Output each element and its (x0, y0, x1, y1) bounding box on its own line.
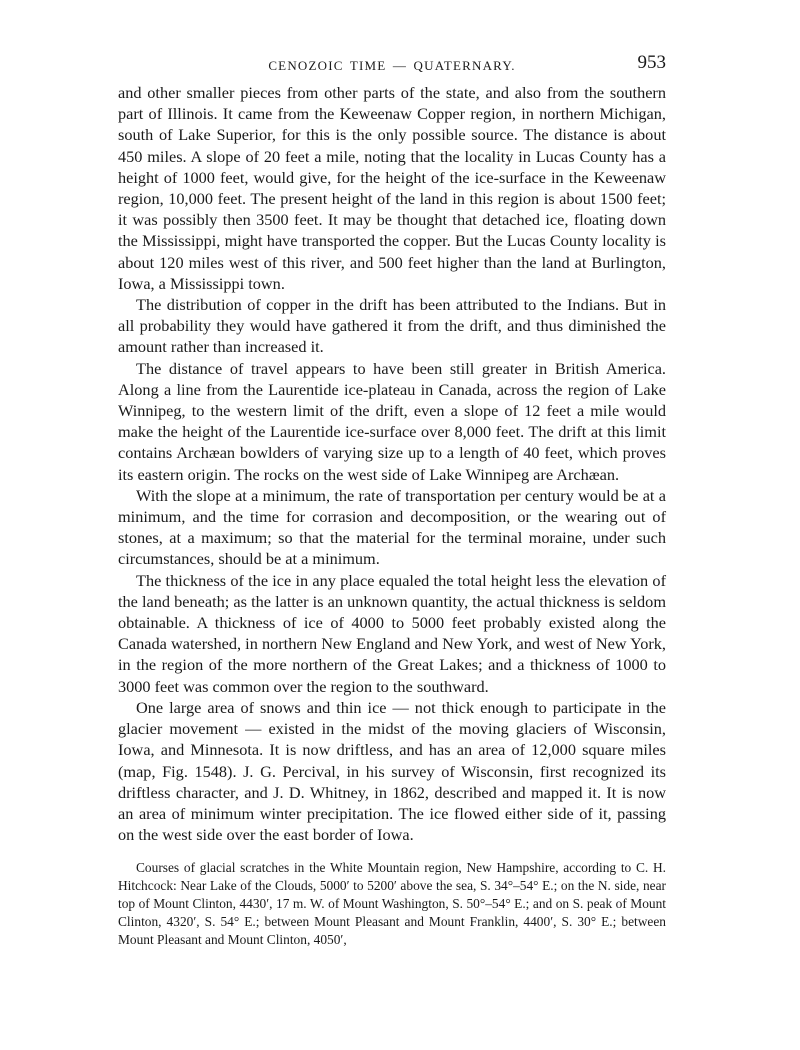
book-page (118, 52, 666, 948)
footnote (118, 859, 666, 948)
body-text (118, 82, 666, 845)
footnote-text: Courses of glacial scratches in the White Mountain region, New Hampshire, according to C. H. Hitchcock: Near Lake of the Clouds, 5000′ to 5200′ above the sea, S. 34°–54° E.; on the N. side, near top of Mount Clinton, 4430′, 17 m. W. of Mount Washington, S. 50°–54° E.; and on S. peak of Mount Clinton, 4320′, S. 54° E.; between Mount Pleasant and Mount Franklin, 4400′, S. 30° E.; between Mount Pleasant and Mount Clinton, 4050′, (118, 860, 666, 947)
paragraph: and other smaller pieces from other parts of the state, and also from the southern part of Illinois. It came from the Keweenaw Copper region, in northern Michigan, south of Lake Superior, for this is the only possible source. The distance is about 450 miles. A slope of 20 feet a mile, noting that the locality in Lucas County has a height of 1000 feet, would give, for the height of the ice-surface in the Keweenaw region, 10,000 feet. The present height of the land in this region is about 1500 feet; it was possibly then 3500 feet. It may be thought that detached ice, floating down the Mississippi, might have transported the copper. But the Lucas County locality is about 120 miles west of this river, and 500 feet higher than the land at Burlington, Iowa, a Mississippi town. (118, 83, 666, 293)
page-header (118, 52, 666, 82)
paragraph: The distance of travel appears to have been still greater in British America. Along a line from the Laurentide ice-plateau in Canada, across the region of Lake Winnipeg, to the western limit of the drift, even a slope of 12 feet a mile would make the height of the Laurentide ice-surface over 8,000 feet. The drift at this limit contains Archæan bowlders of varying size up to a length of 40 feet, which proves its eastern origin. The rocks on the west side of Lake Winnipeg are Archæan. (118, 358, 666, 484)
paragraph: The distribution of copper in the drift has been attributed to the Indians. But in all probability they would have gathered it from the drift, and thus diminished the amount rather than increased it. (118, 295, 666, 357)
page-number: 953 (637, 52, 666, 73)
paragraph: The thickness of the ice in any place equaled the total height less the elevation of the land beneath; as the latter is an unknown quantity, the actual thickness is seldom obtainable. A thickness of ice of 4000 to 5000 feet probably existed along the Canada watershed, in northern New England and New York, and west of New York, in the region of the more northern of the Great Lakes; and a thickness of 1000 to 3000 feet was common over the region to the southward. (118, 570, 666, 696)
paragraph: With the slope at a minimum, the rate of transportation per century would be at a minimum, and the time for corrasion and decomposition, or the wearing out of stones, at a maximum; so that the material for the terminal moraine, under such circumstances, should be at a minimum. (118, 485, 666, 569)
paragraph: One large area of snows and thin ice — not thick enough to participate in the glacier movement — existed in the midst of the moving glaciers of Wisconsin, Iowa, and Minnesota. It is now driftless, and has an area of 12,000 square miles (map, Fig. 1548). J. G. Percival, in his survey of Wisconsin, first recognized its driftless character, and J. D. Whitney, in 1862, described and mapped it. It is now an area of minimum winter precipitation. The ice flowed either side of it, passing on the west side over the east border of Iowa. (118, 697, 666, 845)
running-head: CENOZOIC TIME — QUATERNARY. (268, 58, 516, 73)
